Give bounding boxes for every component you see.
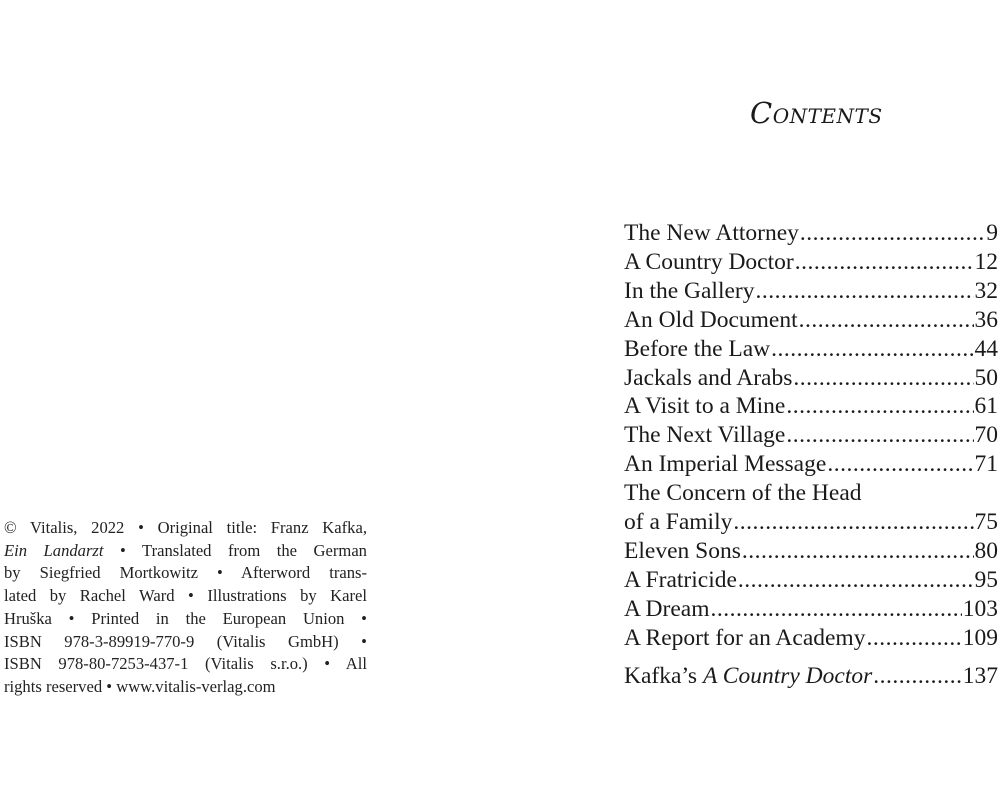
toc-leader-dots bbox=[795, 248, 974, 277]
afterword-prefix: Kafka’s bbox=[624, 662, 698, 689]
toc-entry-title: The Next Village bbox=[624, 422, 786, 449]
toc-entry-title: A Report for an Academy bbox=[624, 624, 866, 651]
right-page bbox=[500, 0, 1000, 800]
toc-entry-page: 50 bbox=[974, 364, 998, 391]
toc-entry[interactable] bbox=[624, 219, 998, 248]
toc-leader-dots bbox=[873, 662, 961, 691]
toc-entry[interactable] bbox=[624, 595, 998, 624]
toc-entry[interactable] bbox=[624, 421, 998, 450]
toc-leader-dots bbox=[738, 566, 974, 595]
toc-leader-dots bbox=[799, 306, 974, 335]
toc-entry[interactable] bbox=[624, 479, 998, 537]
toc-entry[interactable] bbox=[624, 277, 998, 306]
toc-leader-dots bbox=[800, 219, 985, 248]
colophon-line: ISBN 978-3-89919-770-9 (Vitalis GmbH) • bbox=[4, 631, 367, 651]
toc-entry-title: An Imperial Message bbox=[624, 451, 827, 478]
toc-entry-page: 12 bbox=[974, 248, 998, 275]
toc-entry-row2 bbox=[624, 508, 998, 537]
toc-leader-dots bbox=[771, 335, 973, 364]
toc-entry[interactable] bbox=[624, 537, 998, 566]
toc-entry-page: 103 bbox=[962, 595, 998, 622]
toc-leader-dots bbox=[786, 392, 973, 421]
toc-entry-title-line2: of a Family bbox=[624, 509, 733, 536]
colophon-line: lated by Rachel Ward • Illustrations by Karel bbox=[4, 586, 367, 606]
toc-entry-title: Eleven Sons bbox=[624, 537, 741, 564]
colophon-line-text: • Translated from the German bbox=[120, 540, 367, 560]
toc-entry[interactable] bbox=[624, 624, 998, 653]
toc-leader-dots bbox=[793, 364, 973, 393]
colophon-line: rights reserved • www.vitalis-verlag.com bbox=[4, 676, 276, 696]
colophon-line: ISBN 978-80-7253-437-1 (Vitalis s.r.o.) • All bbox=[4, 654, 367, 674]
colophon-line: Hruška • Printed in the European Union • bbox=[4, 608, 367, 628]
toc-entry-title: A Fratricide bbox=[624, 566, 737, 593]
toc-entry-page: 71 bbox=[974, 451, 998, 478]
toc-entry-title: A Country Doctor bbox=[624, 248, 794, 275]
toc-entry-afterword[interactable] bbox=[624, 662, 998, 691]
toc-entry-title: Jackals and Arabs bbox=[624, 364, 793, 391]
toc-entry[interactable] bbox=[624, 335, 998, 364]
toc-entry-page: 61 bbox=[974, 393, 998, 420]
toc-entry-page: 70 bbox=[974, 422, 998, 449]
contents-heading: Contents bbox=[750, 96, 883, 130]
toc-leader-dots bbox=[733, 508, 973, 537]
toc-entry-page: 95 bbox=[974, 566, 998, 593]
original-title-italic: Ein Landarzt bbox=[4, 540, 104, 560]
toc-entry[interactable] bbox=[624, 566, 998, 595]
toc-entry[interactable] bbox=[624, 392, 998, 421]
toc-entry-title: In the Gallery bbox=[624, 277, 755, 304]
toc-entry-title-line1: The Concern of the Head bbox=[624, 480, 862, 507]
colophon-line: by Siegfried Mortkowitz • Afterword trans- bbox=[4, 563, 367, 583]
toc-entry[interactable] bbox=[624, 306, 998, 335]
toc-leader-dots bbox=[711, 595, 962, 624]
toc-leader-dots bbox=[827, 450, 973, 479]
toc-entry[interactable] bbox=[624, 364, 998, 393]
toc-entry-title: Before the Law bbox=[624, 335, 771, 362]
toc-entry[interactable] bbox=[624, 248, 998, 277]
toc-entry-page: 80 bbox=[974, 537, 998, 564]
toc-entry-page: 137 bbox=[962, 662, 998, 689]
toc-leader-dots bbox=[742, 537, 974, 566]
toc-entry-page: 36 bbox=[974, 306, 998, 333]
afterword-italic-title: A Country Doctor bbox=[702, 662, 873, 689]
table-of-contents bbox=[624, 219, 998, 691]
toc-entry-title: An Old Document bbox=[624, 306, 798, 333]
toc-leader-dots bbox=[786, 421, 973, 450]
toc-entry-title: A Visit to a Mine bbox=[624, 393, 786, 420]
toc-entry-page: 32 bbox=[974, 277, 998, 304]
colophon-line bbox=[4, 540, 367, 563]
toc-entry-title bbox=[624, 662, 872, 691]
toc-entry-title: A Dream bbox=[624, 595, 710, 622]
toc-entry-page: 44 bbox=[974, 335, 998, 362]
toc-leader-dots bbox=[866, 624, 961, 653]
toc-entry-page: 109 bbox=[962, 624, 998, 651]
toc-entry-page: 75 bbox=[974, 509, 998, 536]
colophon bbox=[4, 517, 367, 699]
toc-entry-page: 9 bbox=[986, 220, 998, 246]
toc-entry-title: The New Attorney bbox=[624, 220, 799, 246]
colophon-line: © Vitalis, 2022 • Original title: Franz Kafka, bbox=[4, 518, 367, 537]
toc-leader-dots bbox=[756, 277, 974, 306]
toc-entry[interactable] bbox=[624, 450, 998, 479]
